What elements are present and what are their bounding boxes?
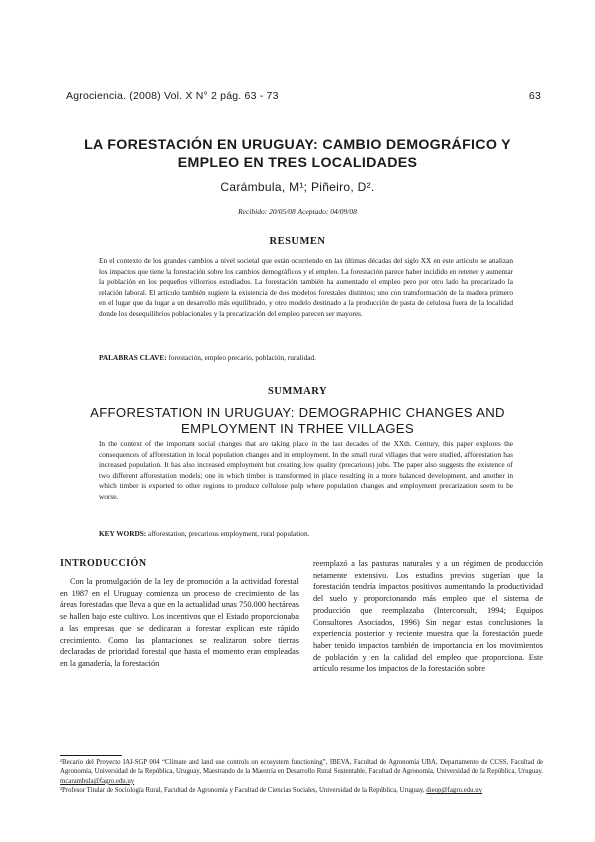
footnote-2-text: ²Profesor Titular de Sociología Rural, Facultad de Agronomía y Facultad de Ciencias Sociales, Universidad de la República, Uruguay, — [60, 787, 427, 795]
summary-heading: SUMMARY — [267, 386, 328, 397]
article-title: LA FORESTACIÓN EN URUGUAY: CAMBIO DEMOGRÁFICO Y EMPLEO EN TRES LOCALIDADES — [84, 137, 511, 171]
footnote-rule — [60, 755, 122, 756]
resumen-heading: RESUMEN — [269, 236, 326, 247]
authors: Carámbula, M¹; Piñeiro, D². — [220, 180, 375, 194]
summary-text: In the context of the important social changes that are taking place in the last decades of the XXth. Century, this paper explores the consequences of afforestation in local population changes and in employment. In the small rural villages that were studied, afforestation has increased population. It has also increased employment but creating low quality (precarious) jobs. The paper also suggests the existence of two different afforestation models; one in which timber is transformed in place resulting in a more balanced development, and another in which timber is exported to other regions to produce cellulose pulp where population changes and employment precarization seem to be worse. — [99, 439, 513, 501]
key-words — [99, 529, 513, 539]
footnote-2 — [60, 786, 543, 795]
keywords-label: PALABRAS CLAVE: — [99, 353, 167, 362]
intro-left-column: Con la promulgación de la ley de promoción a la actividad forestal en 1987 en el Uruguay comienza un proceso de crecimiento de las áreas forestadas que lleva a que en la actualidad unas 750.000 hectáreas se hallen bajo este cultivo. Los incentivos que el Estado proporcionaba a las empresas que se dedicaran a forestar explican este rápido crecimiento. Como las plantaciones se realizaron sobre tierras declaradas de prioridad forestal que hasta el momento eran empleadas en la ganadería, la forestación — [60, 577, 299, 668]
received-accepted-dates: Recibido: 20/05/08 Aceptado: 04/09/08 — [238, 207, 357, 216]
english-title: AFFORESTATION IN URUGUAY: DEMOGRAPHIC CHANGES AND EMPLOYMENT IN TRHEE VILLAGES — [90, 405, 505, 436]
footnote-2-email[interactable]: dieop@fagro.edu.uy — [426, 787, 483, 795]
resumen-text: En el contexto de los grandes cambios a nivel societal que están ocurriendo en las últimas décadas del siglo XX en este artículo se analizan los impactos que tiene la forestación sobre los cambios demográficos y el empleo. La forestación parece haber incidido en retener y aumentar la población en los pequeños villorrios estudiados. La forestación también ha aumentado el empleo pero por otro lado ha precarizado la relación laboral. El artículo también sugiere la existencia de dos modelos forestales distintos; uno con transformación de la madera primero en el lugar que da lugar a un desarrollo más equilibrado, y otro modelo destinado a la producción de pasta de celulosa fuera de la localidad donde los desequilibrios poblacionales y la precarización del empleo parecen ser mayores. — [99, 256, 513, 318]
footnotes — [60, 758, 543, 796]
footnote-1-email[interactable]: mcarambula@fagro.edu.uy — [60, 777, 135, 785]
footnote-1 — [60, 758, 543, 786]
journal-citation: Agrociencia. (2008) Vol. X N° 2 pág. 63 - 73 — [66, 90, 279, 102]
page-number: 63 — [528, 90, 541, 102]
introduccion-heading: INTRODUCCIÓN — [60, 558, 147, 569]
intro-right-column: reemplazó a las pasturas naturales y a un régimen de producción netamente extensivo. Los estudios previos sugerían que la forestación tendría impactos positivos aumentando la productividad del suelo y proporcionando más empleo que el sistema de producción que reemplazaba (Intercorsult, 1994; Equipos Consultores Asociados, 1996) Sin negar estas conclusiones la experiencia posterior y reciente muestra que la forestación puede haber tenido impactos también de importancia en los movimientos de población y en la calidad del empleo que proporciona. Este artículo resume los impactos de la forestación sobre — [313, 559, 543, 674]
keywords-value: forestación, empleo precario, población, ruralidad. — [166, 353, 316, 362]
key-words-label: KEY WORDS: — [99, 529, 147, 538]
key-words-value: afforestation, precarious employment, rural population. — [146, 529, 310, 538]
footnote-1-text: ¹Becario del Proyecto IAI-SGP 004 “Climate and land use controls on ecosystem functioning”, IBEVA, Facultad de Agronomía UBA, Departamento de CCSS, Facultad de Agronomía, Universidad de la República, Uruguay, Maestrando de la Maestría en Desarrollo Rural Sustentable, Facultad de Agronomía, Universidad de la República, Uruguay. — [60, 759, 543, 776]
palabras-clave — [99, 353, 513, 363]
